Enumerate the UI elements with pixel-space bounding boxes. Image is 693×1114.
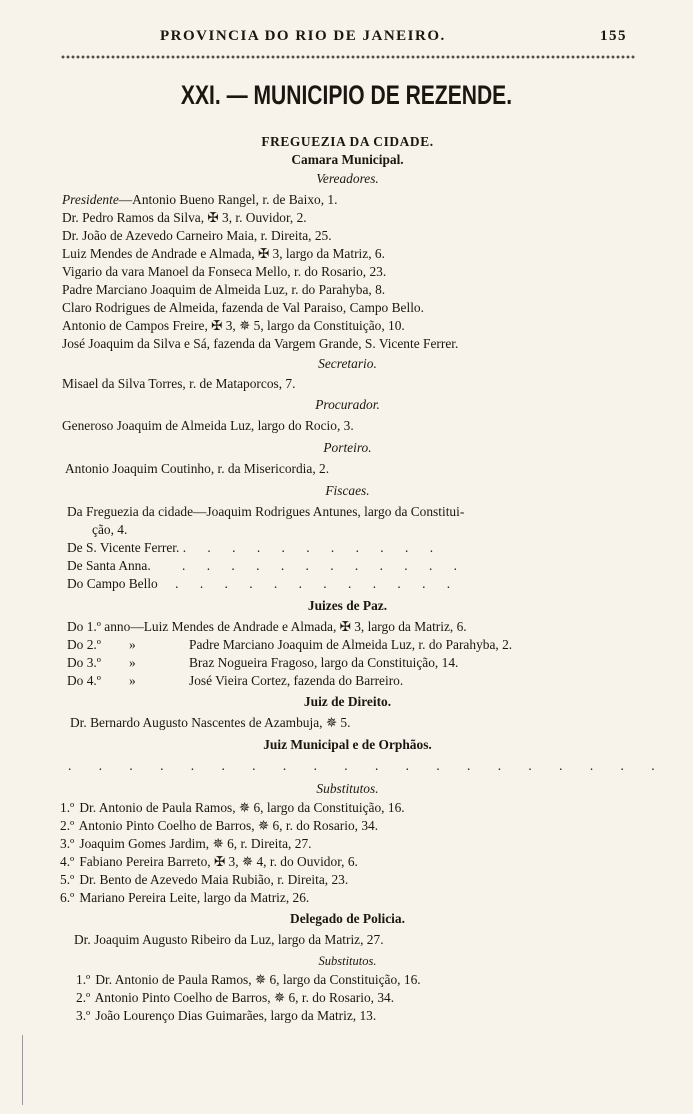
entry-text: Dr. Antonio de Paula Ramos, ✵ 6, largo da Constituição, 16. [79,800,405,815]
list-item: José Joaquim da Silva e Sá, fazenda da Vargem Grande, S. Vicente Ferrer. [62,336,459,351]
entry-text: Dr. Bento de Azevedo Maia Rubião, r. Direita, 23. [79,872,349,887]
leader-dots: . . . . . . . . . . . . . . . . . . . . [68,758,667,773]
fiscaes-heading: Fiscaes. [325,483,370,498]
ordinal: Do 3.º [67,655,101,670]
ordinal: 1.º [76,972,91,987]
juiz-direito-heading: Juiz de Direito. [303,694,392,709]
margin-line [22,1035,23,1105]
list-item [67,576,459,591]
chapter-title: XXI. — MUNICIPIO DE REZENDE. [180,80,513,110]
list-item [76,1008,376,1023]
ordinal: 5.º [60,872,75,887]
juiz-municipal-heading: Juiz Municipal e de Orphãos. [263,737,432,752]
list-item [60,872,348,887]
list-item [60,890,309,905]
ditto-mark: » [129,673,136,688]
ordinal: 2.º [60,818,75,833]
list-item [67,655,458,670]
ordinal: 3.º [76,1008,91,1023]
list-item [60,818,378,833]
ditto-mark: » [129,637,136,652]
fiscaes-line-2: ção, 4. [92,522,128,537]
porteiro-heading: Porteiro. [323,440,372,455]
juiz-direito-entry: Dr. Bernardo Augusto Nascentes de Azambuja, ✵ 5. [70,715,351,730]
entry-text: Fabiano Pereira Barreto, ✠ 3, ✵ 4, r. do Ouvidor, 6. [79,854,358,869]
ordinal: Do 2.º [67,637,101,652]
ordinal: Do 4.º [67,673,101,688]
list-item [76,972,421,987]
ordinal: Do 1.º [67,619,101,634]
fiscal-label: De Santa Anna. [67,558,151,573]
ordinal: 6.º [60,890,75,905]
list-item [67,619,467,634]
delegado-heading: Delegado de Policia. [290,911,405,926]
camara-heading: Camara Municipal. [291,152,404,167]
list-item [60,836,312,851]
delegado-entry: Dr. Joaquim Augusto Ribeiro da Luz, largo da Matriz, 27. [74,932,384,947]
substitutos-heading: Substitutos. [316,781,379,796]
list-item [60,800,405,815]
procurador-entry: Generoso Joaquim de Almeida Luz, largo do Rocio, 3. [62,418,354,433]
substitutos2-heading: Substitutos. [318,954,377,968]
juizes-paz-heading: Juizes de Paz. [307,598,388,613]
presidente-line [62,192,337,207]
section-heading: FREGUEZIA DA CIDADE. [261,134,434,149]
leader-dots: . . . . . . . . . . . . [175,576,460,591]
fiscal-label: De S. Vicente Ferrer. [67,540,180,555]
ordinal: 1.º [60,800,75,815]
list-item [67,540,442,555]
entry-text: Antonio Pinto Coelho de Barros, ✵ 6, r. do Rosario, 34. [78,818,379,833]
fiscal-label: Do Campo Bello [67,576,158,591]
ditto-mark: » [129,655,136,670]
entry-text: Padre Marciano Joaquim de Almeida Luz, r. do Parahyba, 2. [189,637,513,652]
ordinal: 4.º [60,854,75,869]
secretario-entry: Misael da Silva Torres, r. de Mataporcos, 7. [62,376,296,391]
list-item [67,673,403,688]
leader-dots: . . . . . . . . . . . . [182,558,467,573]
fiscaes-line-1: Da Freguezia da cidade—Joaquim Rodrigues Antunes, largo da Constitui- [67,504,465,519]
decorative-rule [60,52,635,62]
list-item: Vigario da vara Manoel da Fonseca Mello, r. do Rosario, 23. [62,264,387,279]
list-item [67,558,466,573]
list-item: Luiz Mendes de Andrade e Almada, ✠ 3, largo da Matriz, 6. [62,246,385,261]
entry-text: Antonio Pinto Coelho de Barros, ✵ 6, r. do Rosario, 34. [94,990,395,1005]
secretario-heading: Secretario. [318,356,377,371]
ordinal: 3.º [60,836,75,851]
running-header [60,28,635,50]
porteiro-entry: Antonio Joaquim Coutinho, r. da Misericordia, 2. [65,461,330,476]
entry-text: João Lourenço Dias Guimarães, largo da Matriz, 13. [95,1008,377,1023]
list-item [60,854,358,869]
leader-dots: . . . . . . . . . . . [182,540,443,555]
entry-text: Mariano Pereira Leite, largo da Matriz, 26. [79,890,310,905]
ditto-mark: anno [104,619,131,634]
list-item: Antonio de Campos Freire, ✠ 3, ✵ 5, largo da Constituição, 10. [62,318,405,333]
list-item: Dr. Pedro Ramos da Silva, ✠ 3, r. Ouvidor, 2. [62,210,307,225]
entry-text: Dr. Antonio de Paula Ramos, ✵ 6, largo da Constituição, 16. [95,972,421,987]
entry-text: Joaquim Gomes Jardim, ✵ 6, r. Direita, 27. [79,836,312,851]
list-item: Padre Marciano Joaquim de Almeida Luz, r. do Parahyba, 8. [62,282,386,297]
list-item: Claro Rodrigues de Almeida, fazenda de Val Paraiso, Campo Bello. [62,300,424,315]
list-item [67,637,512,652]
ordinal: 2.º [76,990,91,1005]
entry-text: —Luiz Mendes de Andrade e Almada, ✠ 3, largo da Matriz, 6. [130,619,467,634]
page-number: 155 [600,28,627,44]
procurador-heading: Procurador. [315,397,380,412]
running-title: PROVINCIA DO RIO DE JANEIRO. [160,28,446,44]
entry-text: José Vieira Cortez, fazenda do Barreiro. [189,673,404,688]
entry-text: Braz Nogueira Fragoso, largo da Constituição, 14. [189,655,459,670]
list-item [76,990,394,1005]
vereadores-heading: Vereadores. [316,171,379,186]
list-item: Dr. João de Azevedo Carneiro Maia, r. Direita, 25. [62,228,332,243]
presidente-label: Presidente [62,192,119,207]
presidente-text: —Antonio Bueno Rangel, r. de Baixo, 1. [118,192,338,207]
